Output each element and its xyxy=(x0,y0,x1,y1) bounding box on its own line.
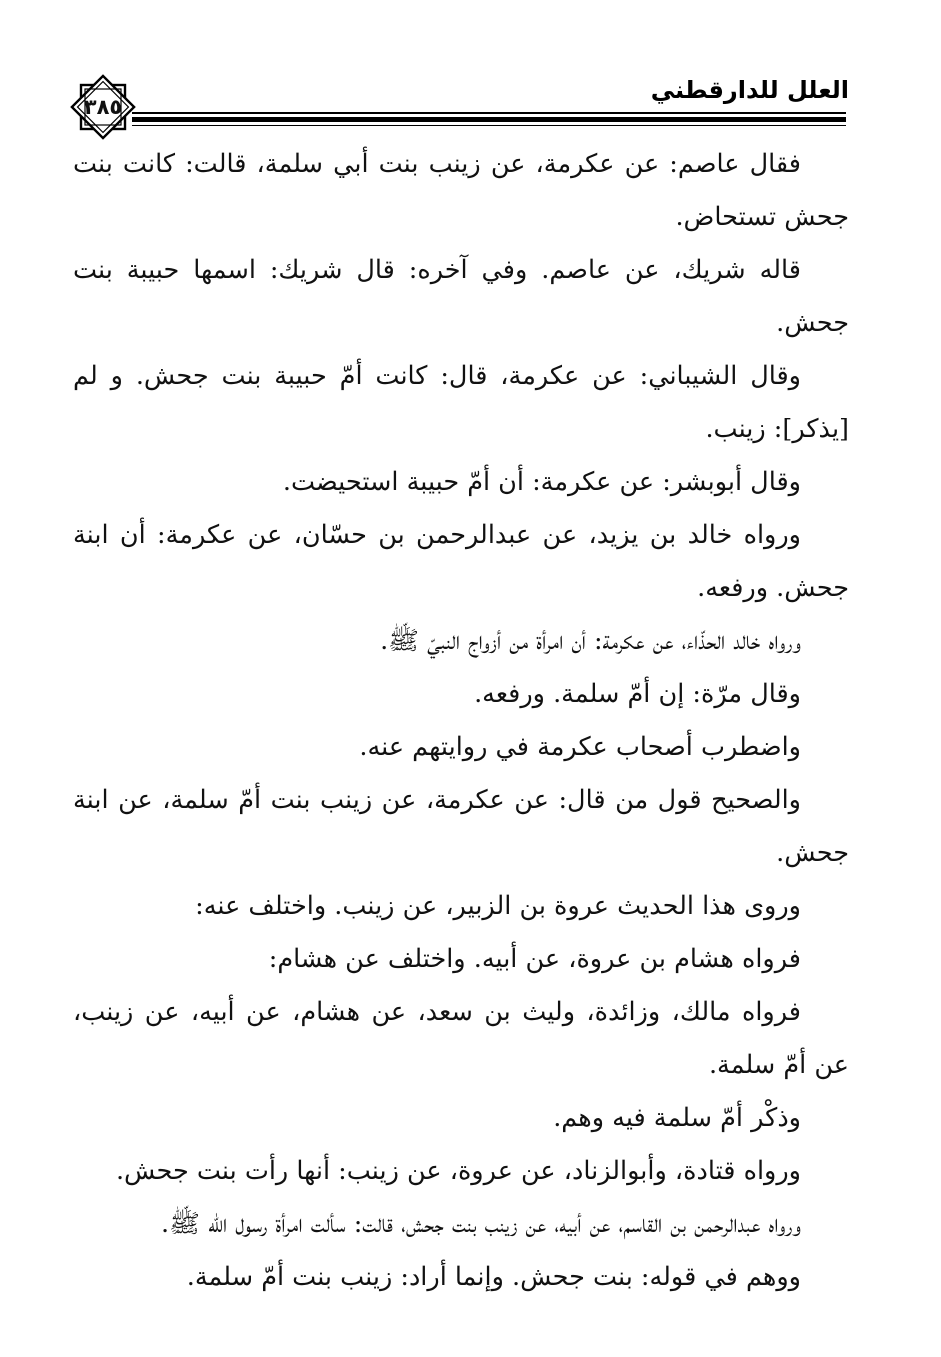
paragraph: والصحيح قول من قال: عن عكرمة، عن زينب بنت أمّ سلمة، عن ابنة جحش. xyxy=(73,785,849,868)
paragraph: ورواه قتادة، وأبوالزناد، عن عروة، عن زينب: أنها رأت بنت جحش. xyxy=(115,1156,801,1186)
paragraph: وقال أبوبشر: عن عكرمة: أن أمّ حبيبة استحيضت. xyxy=(282,467,801,497)
paragraph: ورواه عبدالرحمن بن القاسم، عن أبيه، عن زينب بنت جحش، قالت: سألت امرأة رسول الله ﷺ. xyxy=(161,1209,801,1239)
paragraph: وذكْر أمّ سلمة فيه وهم. xyxy=(553,1103,801,1133)
paragraph: وقال الشيباني: عن عكرمة، قال: كانت أمّ حبيبة بنت جحش. و لم [يذكر]: زينب. xyxy=(73,361,849,444)
paragraph: ووهم في قوله: بنت جحش. وإنما أراد: زينب بنت أمّ سلمة. xyxy=(186,1262,801,1292)
paragraph: فرواه هشام بن عروة، عن أبيه. واختلف عن هشام: xyxy=(268,944,801,974)
paragraph: فقال عاصم: عن عكرمة، عن زينب بنت أبي سلمة، قالت: كانت بنت جحش تستحاض. xyxy=(73,149,849,232)
header-rule-top xyxy=(132,112,846,114)
running-title: العلل للدارقطني xyxy=(650,76,849,104)
paragraph: فرواه مالك، وزائدة، وليث بن سعد، عن هشام، عن أبيه، عن زينب، عن أمّ سلمة. xyxy=(73,997,849,1080)
paragraph: ورواه خالد بن يزيد، عن عبدالرحمن بن حسّان، عن عكرمة: أن ابنة جحش. ورفعه. xyxy=(73,520,849,603)
header-rule-bottom xyxy=(132,125,846,126)
page-number: ٣٨٥ xyxy=(83,95,123,119)
paragraph: وقال مرّة: إن أمّ سلمة. ورفعه. xyxy=(474,679,801,709)
header-rule-thick xyxy=(132,117,846,122)
header-rule xyxy=(132,112,846,128)
paragraph: واضطرب أصحاب عكرمة في روايتهم عنه. xyxy=(359,732,801,762)
paragraph: ورواه خالد الحذّاء، عن عكرمة: أن امرأة من أزواج النبيّ ﷺ. xyxy=(380,626,801,656)
body-text xyxy=(73,138,849,1304)
paragraph: وروى هذا الحديث عروة بن الزبير، عن زينب. واختلف عنه: xyxy=(195,891,801,921)
page-number-badge xyxy=(70,74,136,140)
paragraph: قاله شريك، عن عاصم. وفي آخره: قال شريك: اسمها حبيبة بنت جحش. xyxy=(73,255,849,338)
